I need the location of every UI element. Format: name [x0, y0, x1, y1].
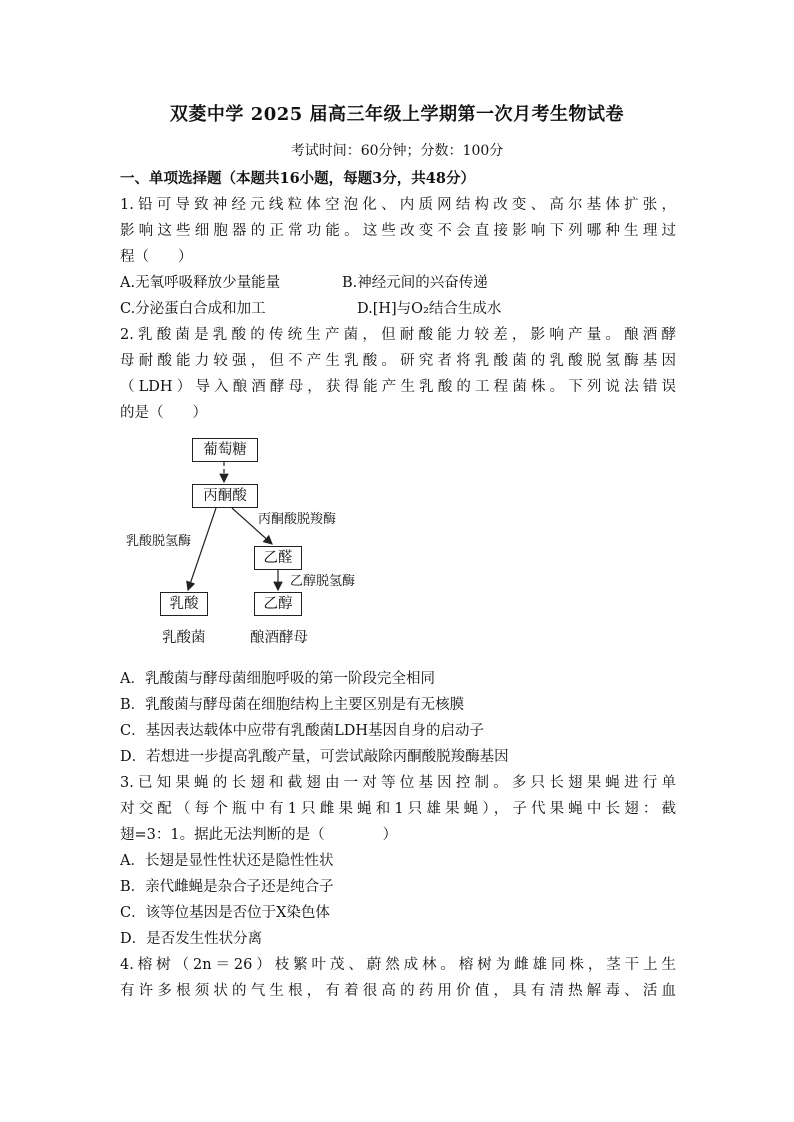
option-b: B．乳酸菌与酵母菌在细胞结构上主要区别是有无核膜 [120, 697, 465, 713]
question-2 [120, 322, 676, 770]
organism-label-lab: 乳酸菌 [162, 630, 206, 646]
question-text-line: 翅=3：1。据此无法判断的是（ ） [120, 827, 398, 843]
question-4 [120, 952, 676, 1004]
ethanol-box: 乙醇 [254, 592, 302, 616]
question-text-line: 影响这些细胞器的正常功能。这些改变不会直接影响下列哪种生理过 [120, 223, 676, 239]
enzyme-label-ldh: 乳酸脱氢酶 [126, 534, 192, 549]
question-1 [120, 192, 676, 322]
option-c: C．基因表达载体中应带有乳酸菌LDH基因自身的启动子 [120, 723, 484, 739]
question-text-line: 母耐酸能力较强，但不产生乳酸。研究者将乳酸菌的乳酸脱氢酶基因 [120, 353, 676, 369]
organism-label-yeast: 酿酒酵母 [250, 630, 308, 646]
question-text-line: 程（ ） [120, 249, 193, 265]
pyruvate-box: 丙酮酸 [192, 484, 258, 508]
question-text-line: 4.榕树（2n＝26）枝繁叶茂、蔚然成林。榕树为雌雄同株，茎干上生 [120, 957, 676, 973]
option-row [120, 296, 676, 322]
arrow-to-lactic-acid [188, 508, 216, 590]
enzyme-label-pdc: 丙酮酸脱羧酶 [258, 512, 337, 527]
option-b: B．亲代雌蝇是杂合子还是纯合子 [120, 879, 334, 895]
exam-content [120, 166, 676, 1004]
option-d: D．若想进一步提高乳酸产量，可尝试敲除丙酮酸脱羧酶基因 [120, 749, 509, 765]
question-text-line: 1.铅可导致神经元线粒体空泡化、内质网结构改变、高尔基体扩张， [120, 197, 676, 213]
option-a: A.无氧呼吸释放少量能量 [120, 275, 281, 291]
metabolic-pathway-diagram [120, 426, 676, 666]
question-text-line: 的是（ ） [120, 405, 207, 421]
exam-subtitle: 考试时间：60分钟；分数：100分 [290, 143, 504, 159]
lactic-acid-box: 乳酸 [160, 592, 208, 616]
enzyme-label-adh: 乙醇脱氢酶 [290, 574, 356, 589]
question-text-line: 2.乳酸菌是乳酸的传统生产菌，但耐酸能力较差，影响产量。酿酒酵 [120, 327, 676, 343]
option-b: B.神经元间的兴奋传递 [342, 275, 488, 291]
option-a: A．乳酸菌与酵母菌细胞呼吸的第一阶段完全相同 [120, 671, 435, 687]
question-text-line: 3.已知果蝇的长翅和截翅由一对等位基因控制。多只长翅果蝇进行单 [120, 775, 676, 791]
acetaldehyde-box: 乙醛 [254, 546, 302, 570]
option-d: D.[H]与O₂结合生成水 [357, 301, 502, 317]
option-row [120, 270, 676, 296]
question-text-line: （LDH）导入酿酒酵母，获得能产生乳酸的工程菌株。下列说法错误 [120, 379, 676, 395]
exam-title: 双菱中学 2025 届高三年级上学期第一次月考生物试卷 [169, 104, 625, 125]
question-text-line: 对交配（每个瓶中有1只雌果蝇和1只雄果蝇），子代果蝇中长翅：截 [120, 801, 676, 817]
question-3 [120, 770, 676, 952]
option-c: C.分泌蛋白合成和加工 [120, 301, 266, 317]
option-c: C．该等位基因是否位于X染色体 [120, 905, 330, 921]
option-a: A．长翅是显性性状还是隐性性状 [120, 853, 334, 869]
glucose-box: 葡萄糖 [192, 438, 258, 462]
question-text-line: 有许多根须状的气生根，有着很高的药用价值，具有清热解毒、活血 [120, 983, 676, 999]
section-heading: 一、单项选择题（本题共16小题，每题3分，共48分） [120, 170, 475, 187]
option-d: D．是否发生性状分离 [120, 931, 263, 947]
